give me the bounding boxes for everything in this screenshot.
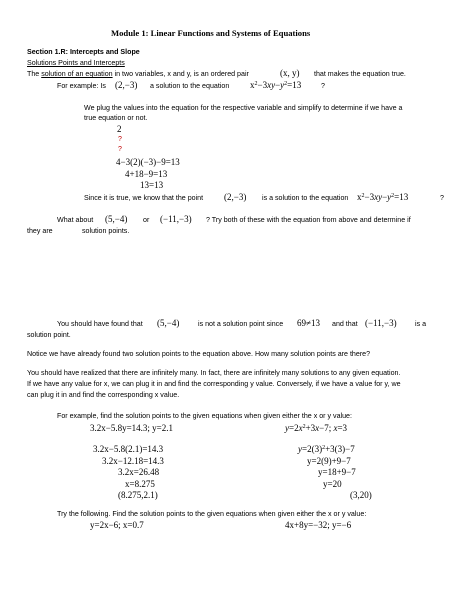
intro-text-a: The [27, 70, 42, 78]
example-point: (2,−3) [115, 80, 138, 90]
what-about-point-2: (−11,−3) [160, 214, 192, 224]
conclusion-text-b: is a solution to the equation [262, 194, 349, 202]
exercise-left: y=2x−6; x=0.7 [90, 520, 144, 530]
found-line2: solution point. [27, 331, 71, 339]
right-step-3: y=18+9−7 [318, 467, 356, 477]
handwritten-mark-2: ? [118, 136, 122, 143]
what-about-or: or [143, 216, 150, 224]
example-q: ? [321, 82, 325, 90]
right-step-5: (3,20) [350, 490, 372, 500]
intro-text [27, 70, 249, 78]
found-text-d: is a [415, 320, 427, 328]
what-about-label: What about [57, 216, 94, 224]
exercise-right: 4x+8y=−32; y=−6 [285, 520, 352, 530]
plug-text-line2: true equation or not. [84, 114, 148, 122]
left-step-3: 3.2x=26.48 [118, 467, 160, 477]
handwritten-mark-1: 2 [117, 124, 122, 134]
work-line-1: 4−3(2)(−3)−9=13 [116, 157, 180, 167]
example-equation: $x^2-3xy-y^2=13$ [250, 80, 302, 90]
right-step-4: y=20 [323, 479, 342, 489]
found-inequality: 69≠13 [297, 318, 320, 328]
section-heading: Section 1.R: Intercepts and Slope [27, 48, 140, 56]
page-title: Module 1: Linear Functions and Systems of Equations [111, 28, 311, 38]
try-following-text: Try the following. Find the solution points to the given equations when given either the x or y value: [57, 510, 367, 518]
intro-term: solution of an equation [41, 70, 113, 78]
conclusion-point: (2,−3) [224, 192, 247, 202]
work-line-3: 13=13 [140, 180, 164, 190]
section-subheading: Solutions Points and Intercepts [27, 59, 125, 67]
found-text-a: You should have found that [57, 320, 143, 328]
handwritten-mark-3: ? [118, 146, 122, 153]
left-step-1: 3.2x−5.8(2.1)=14.3 [93, 444, 164, 454]
work-line-2: 4+18−9=13 [125, 169, 168, 179]
left-example-given: 3.2x−5.8y=14.3; y=2.1 [90, 423, 173, 433]
realized-line1: You should have realized that there are infinitely many. In fact, there are infinitely many solutions to any given equation. [27, 369, 401, 377]
right-example-given: $y=2x^2+3x-7$; x=3 [285, 423, 348, 433]
conclusion-equation: $x^2-3xy-y^2=13$ [357, 192, 409, 202]
left-step-2: 3.2x−12.18=14.3 [102, 456, 164, 466]
right-step-2: y=2(9)+9−7 [307, 456, 351, 466]
notice-text: Notice we have already found two solution points to the equation above. How many solution points are there? [27, 350, 371, 358]
found-point-2: (−11,−3) [365, 318, 397, 328]
realized-line2: If we have any value for x, we can plug it in and find the corresponding y value. Conversely, if we have a value for y, we [27, 380, 401, 388]
example-label: For example: Is [57, 82, 106, 90]
conclusion-q: ? [440, 194, 444, 202]
plug-text-line1: We plug the values into the equation for the respective variable and simplify to determine if we have a [84, 104, 403, 112]
conclusion-text-a: Since it is true, we know that the point [84, 194, 204, 202]
for-example-text: For example, find the solution points to the given equations when given either the x or y value: [57, 412, 352, 420]
intro-text-c: that makes the equation true. [314, 70, 406, 78]
what-about-line2-b: solution points. [82, 227, 130, 235]
intro-pair: (x, y) [280, 68, 300, 78]
intro-text-b: in two variables, x and y, is an ordered pair [112, 70, 249, 78]
what-about-point-1: (5,−4) [105, 214, 128, 224]
found-text-c: and that [332, 320, 358, 328]
realized-line3: can plug it in and find the corresponding x value. [27, 391, 180, 399]
example-mid: a solution to the equation [150, 82, 230, 90]
found-point-1: (5,−4) [157, 318, 180, 328]
left-step-5: (8.275,2.1) [118, 490, 158, 500]
what-about-text: ? Try both of these with the equation from above and determine if [206, 216, 411, 224]
right-step-1: $y=2(3)^2+3(3)-7$ [298, 444, 355, 454]
what-about-line2-a: they are [27, 227, 53, 235]
left-step-4: x=8.275 [125, 479, 155, 489]
found-text-b: is not a solution point since [198, 320, 284, 328]
